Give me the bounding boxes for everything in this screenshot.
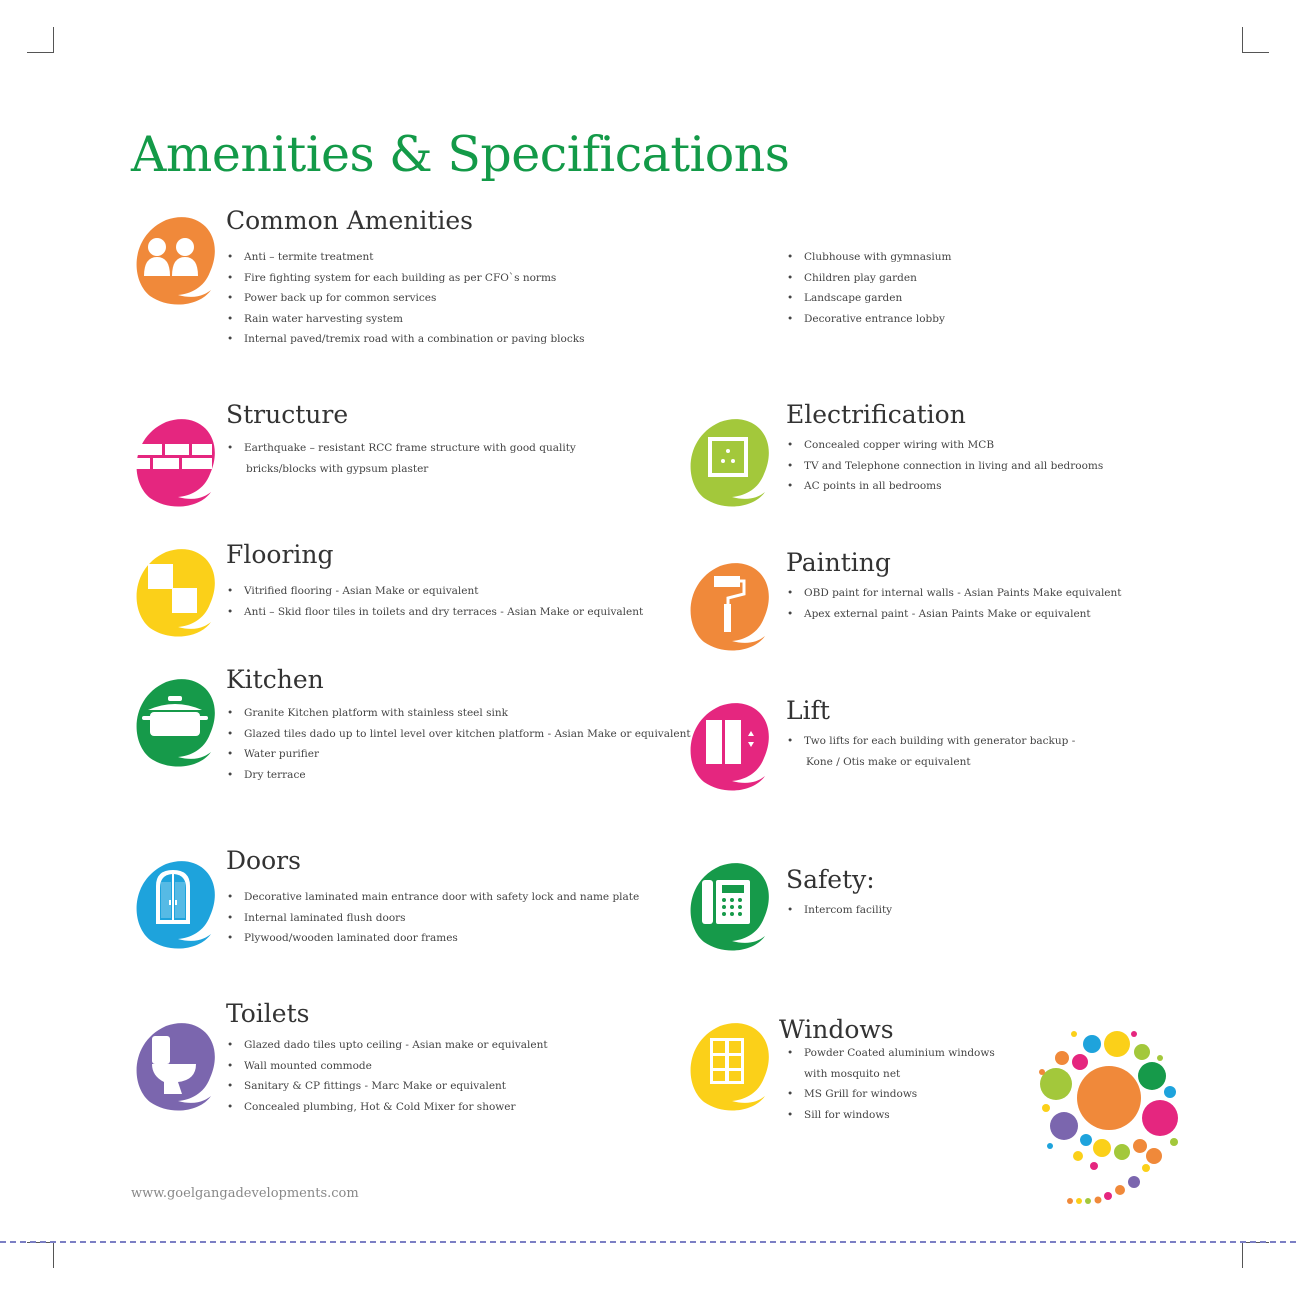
safety-list (787, 900, 892, 921)
kitchen-list (227, 703, 691, 785)
list-item: • Glazed tiles dado up to lintel level over kitchen platform - Asian Make or equivalent (227, 724, 691, 745)
paint-roller-icon (684, 560, 776, 668)
list-item: • Internal laminated flush doors (227, 908, 639, 929)
intercom-phone-icon (684, 860, 776, 968)
floor-tiles-icon (130, 546, 222, 654)
crop-mark (1242, 1242, 1243, 1268)
list-item: • Anti – Skid floor tiles in toilets and dry terraces - Asian Make or equivalent (227, 602, 643, 623)
list-item (787, 1043, 995, 1084)
painting-list (787, 583, 1122, 624)
toilets-list (227, 1035, 548, 1117)
list-item (787, 731, 1075, 772)
flooring-list (227, 581, 643, 622)
fold-line (0, 1241, 1296, 1243)
list-item: • TV and Telephone connection in living and all bedrooms (787, 456, 1103, 477)
list-item: • OBD paint for internal walls - Asian Paints Make equivalent (787, 583, 1122, 604)
switch-socket-icon (684, 416, 776, 524)
list-item: • Landscape garden (787, 288, 951, 309)
list-item: • Plywood/wooden laminated door frames (227, 928, 639, 949)
list-item-line: Powder Coated aluminium windows (804, 1047, 995, 1059)
section-title-safety: Safety: (786, 865, 875, 894)
section-title-common-amenities: Common Amenities (226, 206, 474, 235)
list-item: • Water purifier (227, 744, 691, 765)
list-item: • Fire fighting system for each building as per CFO`s norms (227, 268, 584, 289)
list-item: • Dry terrace (227, 765, 691, 786)
list-item: • Anti – termite treatment (227, 247, 584, 268)
door-icon (130, 858, 222, 966)
section-title-painting: Painting (786, 548, 891, 577)
section-title-kitchen: Kitchen (226, 665, 324, 694)
list-item: • Concealed copper wiring with MCB (787, 435, 1103, 456)
common-amenities-list-left (227, 247, 584, 350)
people-icon (130, 214, 222, 322)
structure-list (227, 438, 576, 479)
list-item: • MS Grill for windows (787, 1084, 995, 1105)
list-item (227, 438, 576, 479)
list-item: • Rain water harvesting system (227, 309, 584, 330)
crop-mark (1242, 27, 1243, 53)
list-item: • Concealed plumbing, Hot & Cold Mixer for shower (227, 1097, 548, 1118)
crop-mark (1242, 52, 1269, 53)
windows-list (787, 1043, 995, 1125)
section-title-doors: Doors (226, 846, 301, 875)
list-item: • Apex external paint - Asian Paints Make or equivalent (787, 604, 1122, 625)
list-item-line: with mosquito net (804, 1067, 901, 1080)
section-title-windows: Windows (779, 1015, 894, 1044)
electrification-list (787, 435, 1103, 497)
section-title-lift: Lift (786, 696, 830, 725)
toilet-icon (130, 1020, 222, 1128)
list-item: • Intercom facility (787, 900, 892, 921)
crop-mark (53, 1242, 54, 1268)
list-item: • Vitrified flooring - Asian Make or equivalent (227, 581, 643, 602)
list-item: • Internal paved/tremix road with a combination or paving blocks (227, 329, 584, 350)
list-item: • Children play garden (787, 268, 951, 289)
crop-mark (53, 27, 54, 53)
list-item-line: bricks/blocks with gypsum plaster (246, 462, 429, 475)
common-amenities-list-right (787, 247, 951, 329)
window-icon (684, 1020, 776, 1128)
list-item: • AC points in all bedrooms (787, 476, 1103, 497)
section-title-flooring: Flooring (226, 540, 334, 569)
list-item: • Sanitary & CP fittings - Marc Make or equivalent (227, 1076, 548, 1097)
list-item-line: Earthquake – resistant RCC frame structure with good quality (244, 442, 576, 454)
lift-list (787, 731, 1075, 772)
crop-mark (27, 52, 54, 53)
doors-list (227, 887, 639, 949)
section-title-structure: Structure (226, 400, 349, 429)
list-item: • Decorative laminated main entrance door with safety lock and name plate (227, 887, 639, 908)
list-item: • Power back up for common services (227, 288, 584, 309)
section-title-electrification: Electrification (786, 400, 966, 429)
list-item-line: Kone / Otis make or equivalent (806, 755, 971, 768)
list-item: • Wall mounted commode (227, 1056, 548, 1077)
list-item: • Granite Kitchen platform with stainless steel sink (227, 703, 691, 724)
elevator-icon (684, 700, 776, 808)
page-title: Amenities & Specifications (131, 126, 790, 183)
website-url: www.goelgangadevelopments.com (131, 1186, 359, 1201)
bricks-icon (130, 416, 222, 524)
list-item: • Clubhouse with gymnasium (787, 247, 951, 268)
list-item: • Glazed dado tiles upto ceiling - Asian make or equivalent (227, 1035, 548, 1056)
section-title-toilets: Toilets (226, 999, 310, 1028)
colorful-dots-logo-icon (1034, 1028, 1184, 1210)
list-item: • Sill for windows (787, 1105, 995, 1126)
cooking-pot-icon (130, 676, 222, 784)
list-item-line: Two lifts for each building with generator backup - (804, 735, 1076, 747)
list-item: • Decorative entrance lobby (787, 309, 951, 330)
